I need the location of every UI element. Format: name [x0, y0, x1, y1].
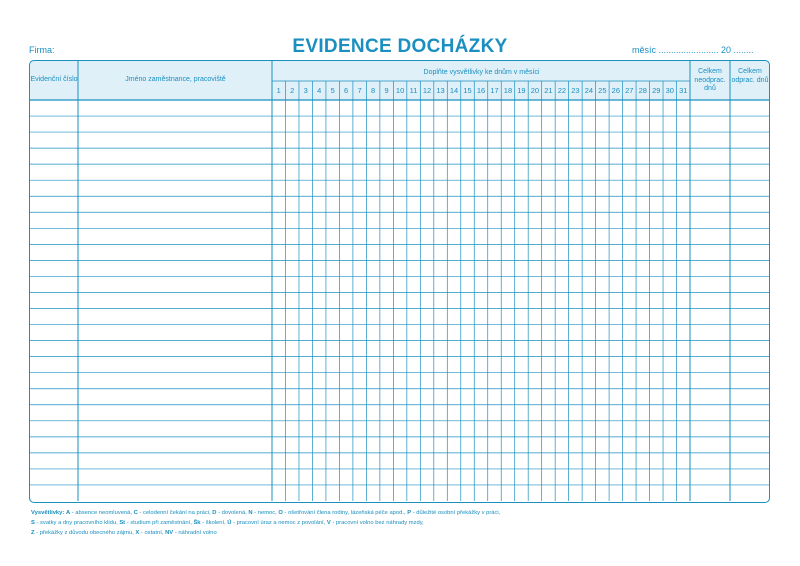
- day-number: 15: [463, 86, 472, 95]
- legend-item: S - svatky a dny pracovního klidu,: [31, 520, 120, 526]
- day-number: 31: [679, 86, 688, 95]
- day-number: 7: [357, 86, 362, 95]
- legend-item: Z - překážky z důvodu obecného zájmu,: [31, 530, 136, 536]
- column-header-name: Jméno zaměstnance, pracoviště: [125, 76, 226, 84]
- column-header-total-worked: Celkem odprac. dnů: [731, 68, 769, 84]
- day-number: 17: [490, 86, 499, 95]
- day-number: 19: [517, 86, 526, 95]
- legend: [31, 508, 771, 538]
- day-number: 26: [611, 86, 620, 95]
- day-number: 23: [571, 86, 580, 95]
- day-number: 6: [344, 86, 349, 95]
- month-field: měsíc ........................ 20 ........: [632, 45, 754, 55]
- day-number: 1: [276, 86, 281, 95]
- column-header-id: Evidenční číslo: [30, 76, 78, 84]
- legend-item: A - absence neomluvená,: [65, 510, 134, 516]
- day-number: 25: [598, 86, 607, 95]
- day-number: 20: [530, 86, 540, 95]
- legend-item: Šk - školení,: [193, 520, 228, 526]
- legend-item: Ú - pracovní úraz a nemoc z povolání,: [227, 520, 327, 526]
- day-number: 16: [476, 86, 486, 95]
- legend-item: C - celodenní čekání na práci,: [133, 510, 213, 516]
- day-number: 8: [371, 86, 376, 95]
- legend-item: X - ostatní,: [135, 530, 166, 536]
- legend-item: P - důležité osobní překážky v práci,: [407, 510, 501, 516]
- legend-item: O - ošetřování člena rodiny, lázeňská péče apod.,: [278, 510, 408, 516]
- day-number: 5: [330, 86, 335, 95]
- day-number: 11: [409, 86, 418, 95]
- company-label: Firma:: [29, 45, 55, 55]
- legend-label: Vysvětlivky:: [31, 510, 65, 516]
- day-number: 10: [395, 86, 405, 95]
- legend-item: N - nemoc,: [248, 510, 279, 516]
- day-number: 13: [436, 86, 445, 95]
- day-number: 22: [557, 86, 567, 95]
- legend-item: V - pracovní volno bez náhrady mzdy,: [326, 520, 424, 526]
- legend-item: St - studium při zaměstnání,: [119, 520, 194, 526]
- day-number: 4: [317, 86, 322, 95]
- legend-item: NV - náhradní volno: [165, 530, 217, 536]
- column-header-days: Doplňte vysvětlivky ke dnům v měsíci: [423, 69, 540, 76]
- day-number: 27: [625, 86, 634, 95]
- day-number: 21: [544, 86, 553, 95]
- legend-item: D - dovolená,: [212, 510, 249, 516]
- day-number: 24: [584, 86, 594, 95]
- day-number: 12: [422, 86, 432, 95]
- day-number: 28: [638, 86, 647, 95]
- column-header-total-unworked: Celkem neodprac. dnů: [694, 68, 726, 92]
- day-number: 18: [503, 86, 513, 95]
- day-number: 14: [449, 86, 459, 95]
- day-number: 2: [290, 86, 295, 95]
- day-number: 30: [665, 86, 674, 95]
- day-number: 3: [303, 86, 308, 95]
- day-number: 29: [652, 86, 661, 95]
- day-number: 9: [384, 86, 389, 95]
- page-title: EVIDENCE DOCHÁZKY: [292, 36, 508, 57]
